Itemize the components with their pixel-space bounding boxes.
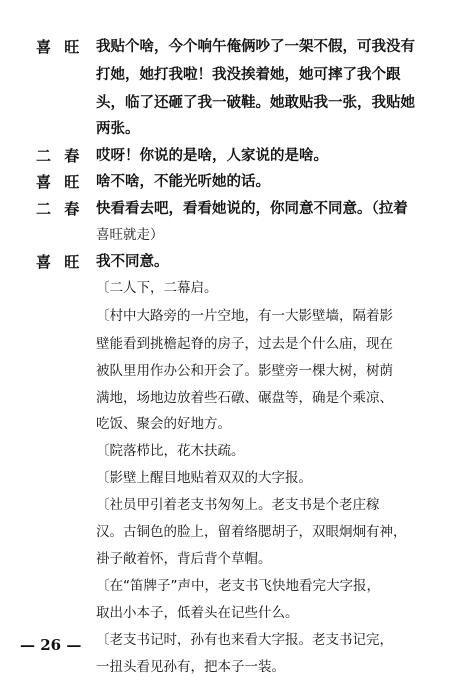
dialogue-text: 两张。: [96, 120, 140, 137]
stage-direction-text: 〔院落栉比，花木扶疏。: [96, 443, 245, 459]
dialogue-text: 啥不啥，不能光听她的话。: [96, 173, 270, 190]
dialogue-text: 我贴个啥，今个响午俺俩吵了一架不假，可我没有: [96, 38, 415, 55]
stage-direction-text: 褂子敞着怀，背后背个草帽。: [96, 551, 272, 567]
dialogue-text: 头，临了还砸了我一破鞋。她敢贴我一张，我贴她: [96, 94, 415, 111]
stage-direction-text: 被队里用作办公和开会了。影壁旁一棵大树，树荫: [96, 363, 393, 379]
speaker-name: 二 春: [36, 200, 84, 218]
stage-direction-text: 吃饭、聚会的好地方。: [96, 416, 231, 432]
stage-direction-text: 〔在“笛牌子”声中，老支书飞快地看完大字报，: [96, 578, 380, 594]
stage-direction-text: 〔村中大路旁的一片空地，有一大影壁墙，隔着影: [96, 308, 393, 324]
speaker-name: 喜 旺: [36, 253, 84, 271]
dialogue-text: 快看看去吧，看看她说的，你同意不同意。（拉着: [96, 200, 408, 217]
stage-direction-text: 〔社员甲引着老支书匆匆上。老支书是个老庄稼: [96, 497, 380, 513]
dialogue-text: 我不同意。: [96, 253, 169, 270]
stage-direction-text: 〔二人下，二幕启。: [96, 280, 218, 296]
stage-direction-text: 〔影壁上醒目地贴着双双的大字报。: [96, 470, 312, 486]
stage-direction-text: 汉。古铜色的脸上，留着络腮胡子，双眼炯炯有神，: [96, 524, 407, 540]
stage-direction-text: 一扭头看见孙有，把本子一装。: [96, 659, 285, 675]
page-number: — 26 —: [20, 636, 82, 654]
speaker-name: 二 春: [36, 147, 84, 165]
stage-direction-text: 壁能看到挑檐起脊的房子，过去是个什么庙，现在: [96, 336, 393, 352]
dialogue-text: 打她，她打我啦！我没挨着她，她可摔了我个跟: [96, 66, 401, 83]
speaker-name: 喜 旺: [36, 173, 84, 191]
stage-direction-text: 满地，场地边放着些石礅、碾盘等，确是个乘凉、: [96, 390, 393, 406]
speaker-name: 喜 旺: [36, 38, 84, 56]
stage-direction-text: 喜旺就走）: [96, 227, 164, 243]
stage-direction-text: 取出小本子，低着头在记些什么。: [96, 605, 299, 621]
stage-direction-text: 〔老支书记时，孙有也来看大字报。老支书记完，: [96, 632, 393, 648]
dialogue-text: 哎呀！你说的是啥，人家说的是啥。: [96, 147, 328, 164]
